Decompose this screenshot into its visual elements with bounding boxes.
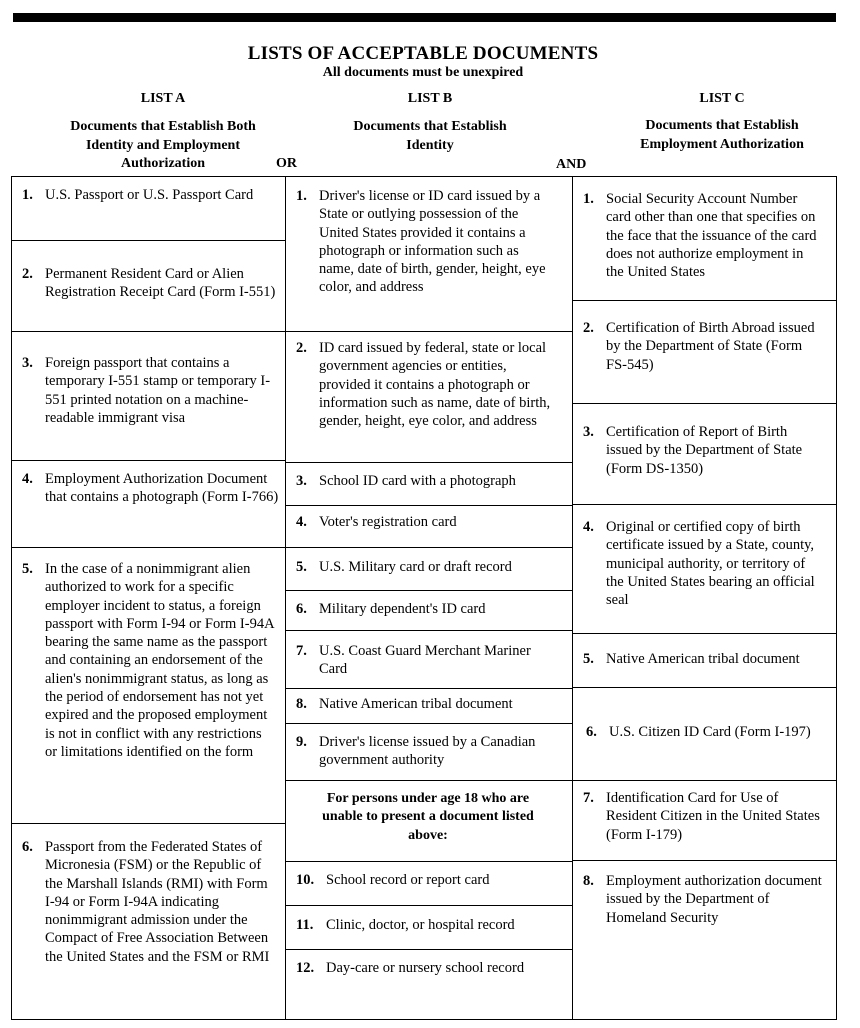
item-text: Passport from the Federated States of Micronesia (FSM) or the Republic of the Marshall Islands (RMI) with Form I-94 or Form I-94A indicating nonimmigrant admission under the Compact of Free Association Between the United States and the FSM or RMI <box>45 839 270 965</box>
list-b-row-divider <box>285 905 572 906</box>
list-b-item <box>296 513 564 531</box>
list-b-heading: LIST B <box>407 91 453 106</box>
item-text: Permanent Resident Card or Alien Registration Receipt Card (Form I-551) <box>45 266 276 301</box>
item-number: 4. <box>296 514 307 530</box>
list-b-row-divider <box>285 723 572 724</box>
list-c-item <box>583 872 828 927</box>
page-title: LISTS OF ACCEPTABLE DOCUMENTS <box>247 43 599 64</box>
item-number: 9. <box>296 734 307 750</box>
item-text: School ID card with a photograph <box>319 473 516 489</box>
list-b-item <box>296 642 554 679</box>
item-number: 7. <box>296 643 307 659</box>
column-divider-bc <box>572 176 573 1020</box>
or-connector: OR <box>276 156 297 171</box>
list-a-item <box>22 354 277 427</box>
list-c-item <box>586 723 834 741</box>
list-b-description: Documents that Establish Identity <box>353 119 507 153</box>
list-b-row-divider <box>285 949 572 950</box>
list-c-row-divider <box>572 860 836 861</box>
list-b-item <box>296 733 564 770</box>
item-number: 2. <box>583 320 594 336</box>
list-b-minor-item <box>296 916 564 934</box>
list-b-row-divider <box>285 590 572 591</box>
item-text: Original or certified copy of birth certificate issued by a State, county, municipal authority, or territory of the United States bearing an official seal <box>606 519 815 609</box>
item-text: Military dependent's ID card <box>319 601 486 617</box>
list-a-item <box>22 186 277 204</box>
list-b-row-divider <box>285 505 572 506</box>
item-text: In the case of a nonimmigrant alien authorized to work for a specific employer incident to status, a foreign passport with Form I-94 or Form I-94A bearing the same name as the passport and containing an endorsement of the alien's nonimmigrant status, as long as the period of endorsement has not yet expired and the proposed employment is not in conflict with any restrictions or limitations identified on the form <box>45 561 274 760</box>
list-b-row-divider <box>285 462 572 463</box>
list-b-item <box>296 339 554 430</box>
list-c-row-divider <box>572 780 836 781</box>
item-number: 5. <box>22 561 33 577</box>
item-text: Employment authorization document issued by the Department of Homeland Security <box>606 873 822 926</box>
item-number: 8. <box>583 873 594 889</box>
item-text: Native American tribal document <box>319 696 513 712</box>
item-number: 1. <box>22 187 33 203</box>
item-text: Foreign passport that contains a temporary I-551 stamp or temporary I-551 printed notation on a machine-readable immigrant visa <box>45 355 271 426</box>
list-b-row-divider <box>285 861 572 862</box>
column-divider-ab <box>285 176 286 1020</box>
item-text: U.S. Coast Guard Merchant Mariner Card <box>319 643 531 678</box>
item-number: 7. <box>583 790 594 806</box>
list-c-row-divider <box>572 403 836 404</box>
item-number: 11. <box>296 917 314 933</box>
list-a-item <box>22 470 284 507</box>
list-c-description: Documents that Establish Employment Authorization <box>640 118 804 152</box>
list-c-item <box>583 518 823 609</box>
list-c-item <box>583 190 823 281</box>
item-number: 2. <box>22 266 33 282</box>
list-b-minor-item <box>296 959 564 977</box>
item-text: U.S. Military card or draft record <box>319 559 512 575</box>
top-rule <box>13 13 836 22</box>
list-b-row-divider <box>285 547 572 548</box>
item-number: 3. <box>583 424 594 440</box>
item-text: School record or report card <box>326 872 490 888</box>
table-right-border <box>836 176 837 1020</box>
table-bottom-border <box>11 1019 837 1020</box>
item-text: Day-care or nursery school record <box>326 960 525 976</box>
and-connector: AND <box>556 157 587 172</box>
table-left-border <box>11 176 12 1020</box>
list-b-row-divider <box>285 331 572 332</box>
list-b-item <box>296 558 564 576</box>
list-a-row-divider <box>11 823 285 824</box>
list-a-row-divider <box>11 460 285 461</box>
item-text: U.S. Passport or U.S. Passport Card <box>45 187 254 203</box>
item-number: 1. <box>583 191 594 207</box>
list-b-row-divider <box>285 780 572 781</box>
item-text: Driver's license or ID card issued by a State or outlying possession of the United States provided it contains a photograph or information such as name, date of birth, gender, height, eye color, and address <box>319 188 546 296</box>
list-b-row-divider <box>285 688 572 689</box>
item-text: Identification Card for Use of Resident Citizen in the United States (Form I-179) <box>606 790 820 843</box>
item-text: Certification of Birth Abroad issued by the Department of State (Form FS-545) <box>606 320 815 373</box>
item-text: Driver's license issued by a Canadian government authority <box>319 734 536 769</box>
page-subtitle: All documents must be unexpired <box>322 65 524 80</box>
list-a-item <box>22 838 277 966</box>
list-b-item <box>296 472 564 490</box>
item-number: 12. <box>296 960 315 976</box>
table-top-border <box>11 176 837 177</box>
item-number: 3. <box>296 473 307 489</box>
list-a-row-divider <box>11 240 285 241</box>
item-text: Clinic, doctor, or hospital record <box>326 917 515 933</box>
item-number: 8. <box>296 696 307 712</box>
list-c-heading: LIST C <box>699 91 745 106</box>
item-number: 2. <box>296 340 307 356</box>
list-c-row-divider <box>572 633 836 634</box>
list-c-item <box>583 650 833 668</box>
list-a-item <box>22 265 277 302</box>
list-c-item <box>583 423 823 478</box>
list-a-heading: LIST A <box>140 91 186 106</box>
item-text: Social Security Account Number card other than one that specifies on the face that the issuance of the card does not authorize employment in the United States <box>606 191 817 281</box>
list-b-row-divider <box>285 630 572 631</box>
list-c-item <box>583 319 823 374</box>
item-number: 5. <box>296 559 307 575</box>
item-number: 6. <box>586 724 597 740</box>
item-text: Certification of Report of Birth issued by the Department of State (Form DS-1350) <box>606 424 803 477</box>
item-text: Employment Authorization Document that contains a photograph (Form I-766) <box>45 471 279 506</box>
list-a-item <box>22 560 277 761</box>
item-number: 4. <box>583 519 594 535</box>
list-a-row-divider <box>11 331 285 332</box>
list-c-item <box>583 789 823 844</box>
minor-note: For persons under age 18 who are unable to present a document listed above: <box>322 791 534 843</box>
item-number: 10. <box>296 872 315 888</box>
list-a-description: Documents that Establish Both Identity and Employment Authorization <box>70 119 256 171</box>
item-text: ID card issued by federal, state or local government agencies or entities, provided it contains a photograph or information such as name, date of birth, gender, height, eye color, and address <box>319 340 551 430</box>
item-number: 4. <box>22 471 33 487</box>
item-number: 6. <box>22 839 33 855</box>
list-c-row-divider <box>572 687 836 688</box>
list-c-row-divider <box>572 504 836 505</box>
item-number: 6. <box>296 601 307 617</box>
item-number: 5. <box>583 651 594 667</box>
item-number: 3. <box>22 355 33 371</box>
list-a-row-divider <box>11 547 285 548</box>
list-b-item <box>296 600 564 618</box>
item-text: Native American tribal document <box>606 651 800 667</box>
list-b-minor-item <box>296 871 564 889</box>
list-b-item <box>296 695 564 713</box>
list-c-row-divider <box>572 300 836 301</box>
list-b-item <box>296 187 554 297</box>
item-number: 1. <box>296 188 307 204</box>
item-text: U.S. Citizen ID Card (Form I-197) <box>609 724 811 740</box>
item-text: Voter's registration card <box>319 514 457 530</box>
